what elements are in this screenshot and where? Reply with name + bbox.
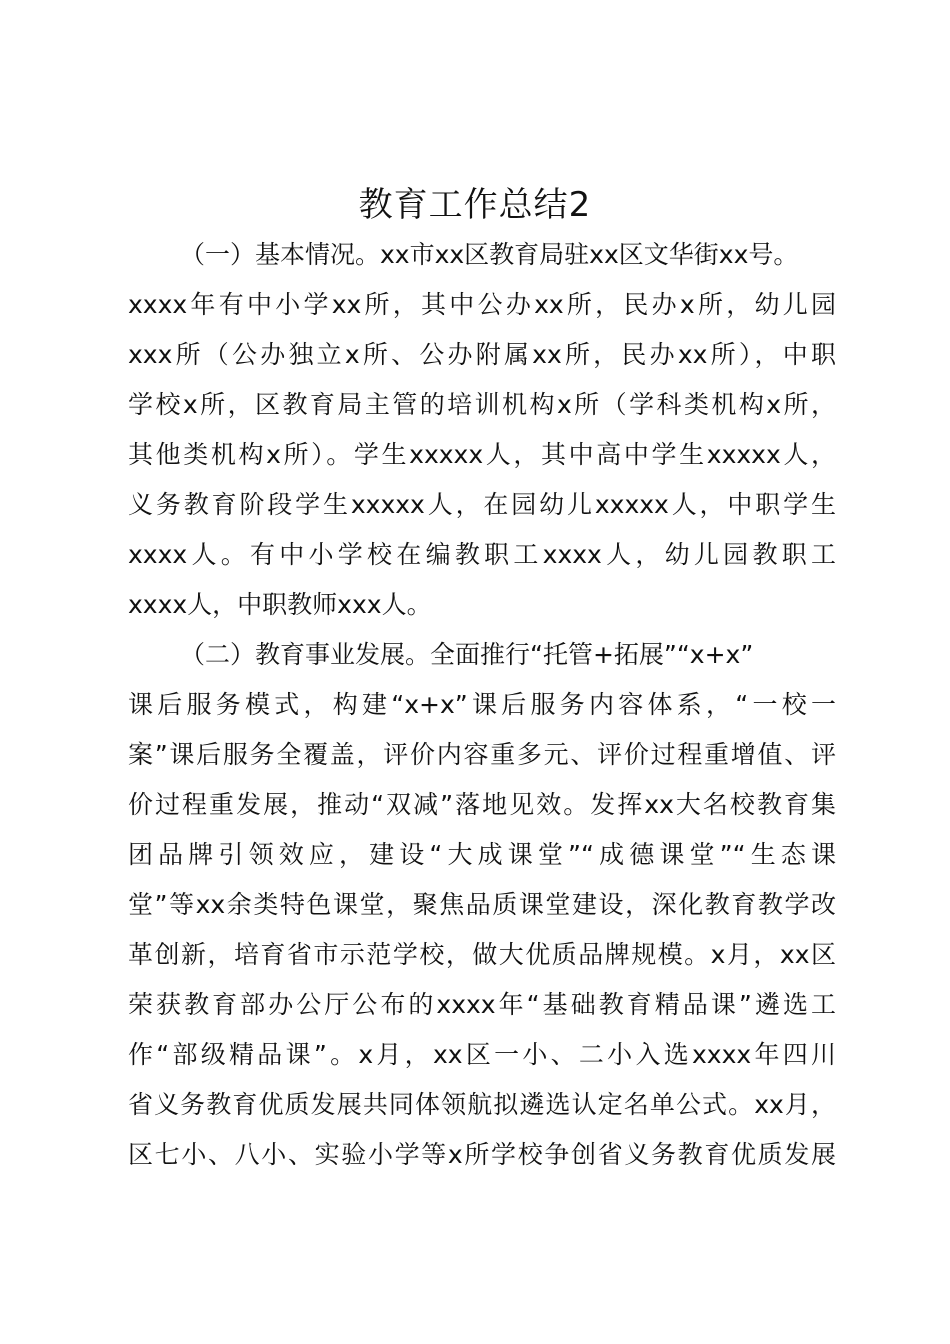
paragraph-2-line-6: 堂”等xx余类特色课堂，聚焦品质课堂建设，深化教育教学改 [128, 890, 836, 919]
paragraph-2-line-2: 课后服务模式，构建“x+x”课后服务内容体系，“一校一 [128, 690, 836, 719]
paragraph-1-line-7: xxxx人。有中小学校在编教职工xxxx人，幼儿园教职工 [128, 540, 836, 569]
paragraph-1-line-3: xxx所（公办独立x所、公办附属xx所，民办xx所），中职 [128, 340, 836, 369]
paragraph-2-line-9: 作“部级精品课”。x月，xx区一小、二小入选xxxx年四川 [128, 1040, 836, 1069]
paragraph-1-line-2: xxxx年有中小学xx所，其中公办xx所，民办x所，幼儿园 [128, 290, 836, 319]
paragraph-1-line-5: 其他类机构x所）。学生xxxxx人，其中高中学生xxxxx人， [128, 440, 836, 469]
paragraph-1-line-8: xxxx人，中职教师xxx人。 [128, 590, 432, 619]
document-body [128, 230, 836, 1180]
document-title: 教育工作总结2 [358, 185, 592, 225]
paragraph-2-line-3: 案”课后服务全覆盖，评价内容重多元、评价过程重增值、评 [128, 740, 836, 769]
paragraph-2-line-5: 团品牌引领效应，建设“大成课堂”“成德课堂”“生态课 [128, 840, 836, 869]
paragraph-2-line-7: 革创新，培育省市示范学校，做大优质品牌规模。x月，xx区 [128, 940, 836, 969]
paragraph-1-line-4: 学校x所，区教育局主管的培训机构x所（学科类机构x所， [128, 390, 836, 419]
paragraph-2-line-1: （二）教育事业发展。全面推行“托管+拓展”“x+x” [180, 640, 754, 669]
paragraph-2-line-8: 荣获教育部办公厅公布的xxxx年“基础教育精品课”遴选工 [128, 990, 836, 1019]
paragraph-1-line-1: （一）基本情况。xx市xx区教育局驻xx区文华街xx号。 [180, 240, 799, 269]
paragraph-2-line-4: 价过程重发展，推动“双减”落地见效。发挥xx大名校教育集 [128, 790, 836, 819]
paragraph-1-line-6: 义务教育阶段学生xxxxx人，在园幼儿xxxxx人，中职学生 [128, 490, 836, 519]
paragraph-2-line-10: 省义务教育优质发展共同体领航拟遴选认定名单公式。xx月， [128, 1090, 836, 1119]
paragraph-2-line-11: 区七小、八小、实验小学等x所学校争创省义务教育优质发展 [128, 1140, 836, 1169]
